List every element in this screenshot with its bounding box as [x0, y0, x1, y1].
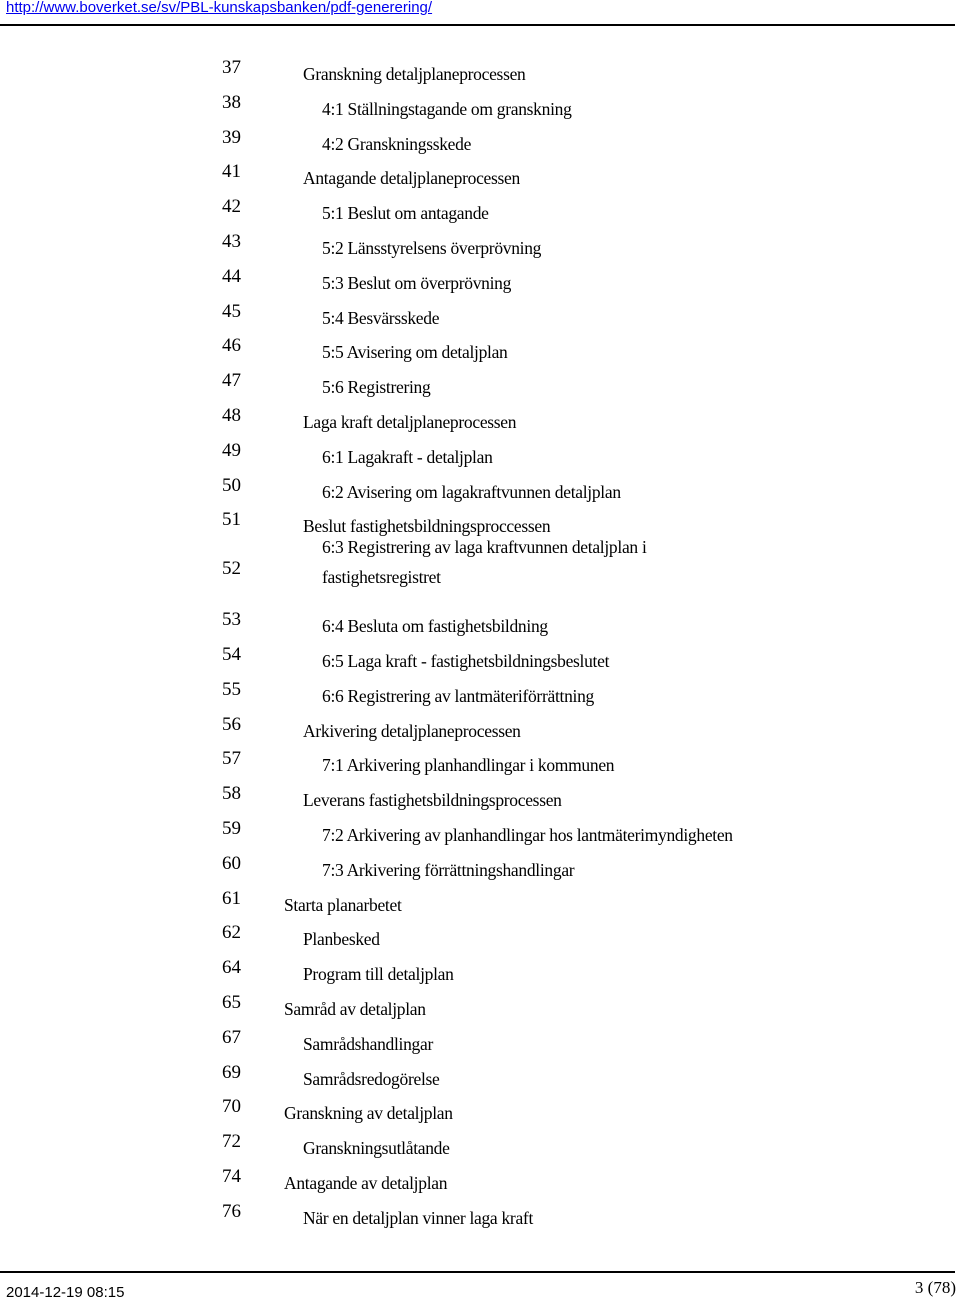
toc-entry-title: 5:6 Registrering	[322, 377, 431, 398]
toc-entry	[0, 779, 960, 814]
toc-entry	[0, 436, 960, 471]
toc-page-number: 49	[222, 439, 241, 461]
toc-page-number: 48	[222, 404, 241, 426]
toc-entry	[0, 88, 960, 123]
page-indicator: 3 (78)	[914, 1278, 956, 1297]
toc-entry	[0, 471, 960, 506]
toc-page-number: 74	[222, 1165, 241, 1187]
toc-page-number: 44	[222, 265, 241, 287]
toc-entry-title: Samråd av detaljplan	[284, 998, 426, 1019]
toc-entry-title: 4:2 Granskningsskede	[322, 133, 472, 154]
toc-entry-title: 5:3 Beslut om överprövning	[322, 272, 512, 293]
toc-entry-title: Antagande detaljplaneprocessen	[303, 168, 520, 189]
toc-page-number: 43	[222, 230, 241, 252]
toc-entry-title: 7:2 Arkivering av planhandlingar hos lantmäterimyndigheten	[322, 824, 733, 845]
toc-entry-title: Planbesked	[303, 929, 380, 950]
toc-page-number: 53	[222, 609, 241, 631]
toc-entry	[0, 710, 960, 745]
print-datetime: 2014-12-19 08:15	[6, 1284, 125, 1301]
toc-entry-title: 5:5 Avisering om detaljplan	[322, 342, 508, 363]
toc-entry-title: 4:1 Ställningstagande om granskning	[322, 98, 572, 119]
toc-page-number: 39	[222, 126, 241, 148]
toc-entry	[0, 1162, 960, 1197]
toc-entry	[0, 331, 960, 366]
toc-page-number: 51	[222, 509, 241, 531]
toc-page-number: 59	[222, 817, 241, 839]
toc-page-number: 56	[222, 713, 241, 735]
toc-page-number: 60	[222, 852, 241, 874]
toc-entry	[0, 1023, 960, 1058]
toc-entry-title: När en detaljplan vinner laga kraft	[303, 1207, 534, 1228]
toc-page-number: 55	[222, 678, 241, 700]
header-divider	[0, 24, 955, 26]
toc-page-number: 69	[222, 1061, 241, 1083]
toc-entry	[0, 157, 960, 192]
toc-entry	[0, 123, 960, 158]
toc-page-number: 47	[222, 370, 241, 392]
toc-entry	[0, 1127, 960, 1162]
toc-page-number: 67	[222, 1026, 241, 1048]
toc-entry	[0, 401, 960, 436]
toc-page-number: 42	[222, 196, 241, 218]
toc-entry	[0, 297, 960, 332]
toc-entry-title: 5:1 Beslut om antagande	[322, 203, 489, 224]
toc-entry-title: Granskning av detaljplan	[284, 1103, 453, 1124]
toc-entry-title: Samrådsredogörelse	[303, 1068, 440, 1089]
toc-entry-title: 5:2 Länsstyrelsens överprövning	[322, 237, 542, 258]
toc-entry-title: 6:4 Besluta om fastighetsbildning	[322, 616, 548, 637]
toc-entry	[0, 884, 960, 919]
toc-page-number: 50	[222, 474, 241, 496]
toc-page-number: 41	[222, 161, 241, 183]
toc-entry	[0, 1058, 960, 1093]
toc-entry-title: Laga kraft detaljplaneprocessen	[303, 411, 517, 432]
toc-entry-title: Program till detaljplan	[303, 964, 454, 985]
toc-page-number: 64	[222, 957, 241, 979]
toc-entry	[0, 918, 960, 953]
toc-entry	[0, 814, 960, 849]
toc-entry-title: 7:3 Arkivering förrättningshandlingar	[322, 859, 575, 880]
toc-entry-title: 6:5 Laga kraft - fastighetsbildningsbeslutet	[322, 650, 610, 671]
toc-entry	[0, 537, 960, 605]
toc-entry	[0, 988, 960, 1023]
toc-entry	[0, 640, 960, 675]
toc-page-number: 54	[222, 643, 241, 665]
toc-entry-title: Granskningsutlåtande	[303, 1138, 450, 1159]
toc-entry-title: Antagande av detaljplan	[284, 1172, 448, 1193]
toc-entry-title: Beslut fastighetsbildningsproccessen	[303, 516, 551, 537]
toc-entry	[0, 953, 960, 988]
toc-entry-title: 7:1 Arkivering planhandlingar i kommunen	[322, 755, 615, 776]
toc-entry-title: Starta planarbetet	[284, 894, 402, 915]
toc-entry	[0, 262, 960, 297]
toc-entry	[0, 849, 960, 884]
toc-page-number: 37	[222, 57, 241, 78]
table-of-contents	[0, 53, 960, 1232]
toc-entry-title: 6:2 Avisering om lagakraftvunnen detaljplan	[322, 481, 621, 502]
toc-entry-title: Samrådshandlingar	[303, 1033, 434, 1054]
toc-entry	[0, 744, 960, 779]
toc-entry-title: Granskning detaljplaneprocessen	[303, 64, 526, 84]
toc-page-number: 45	[222, 300, 241, 322]
footer-divider	[0, 1271, 955, 1273]
toc-page-number: 72	[222, 1131, 241, 1153]
toc-entry	[0, 53, 960, 88]
toc-page-number: 70	[222, 1096, 241, 1118]
toc-page-number: 38	[222, 91, 241, 113]
toc-page-number: 57	[222, 748, 241, 770]
toc-page-number: 76	[222, 1200, 241, 1222]
toc-entry-title: 6:1 Lagakraft - detaljplan	[322, 446, 493, 467]
toc-entry-title: Arkivering detaljplaneprocessen	[303, 720, 521, 741]
toc-entry	[0, 675, 960, 710]
toc-entry	[0, 192, 960, 227]
toc-entry	[0, 366, 960, 401]
toc-page-number: 58	[222, 783, 241, 805]
toc-entry	[0, 605, 960, 640]
toc-entry-title: Leverans fastighetsbildningsprocessen	[303, 790, 562, 811]
toc-entry	[0, 1197, 960, 1232]
toc-page-number: 46	[222, 335, 241, 357]
toc-page-number: 62	[222, 922, 241, 944]
toc-entry-title: 6:3 Registrering av laga kraftvunnen detaljplan i fastighetsregistret	[322, 537, 647, 588]
toc-page-number: 61	[222, 887, 241, 909]
toc-page-number: 52	[222, 558, 241, 580]
source-url-link[interactable]: http://www.boverket.se/sv/PBL-kunskapsbanken/pdf-generering/	[6, 0, 433, 16]
toc-entry	[0, 227, 960, 262]
toc-entry-title: 5:4 Besvärsskede	[322, 307, 440, 328]
toc-page-number: 65	[222, 991, 241, 1013]
toc-entry-title: 6:6 Registrering av lantmäteriförrättning	[322, 685, 594, 706]
toc-entry	[0, 1092, 960, 1127]
